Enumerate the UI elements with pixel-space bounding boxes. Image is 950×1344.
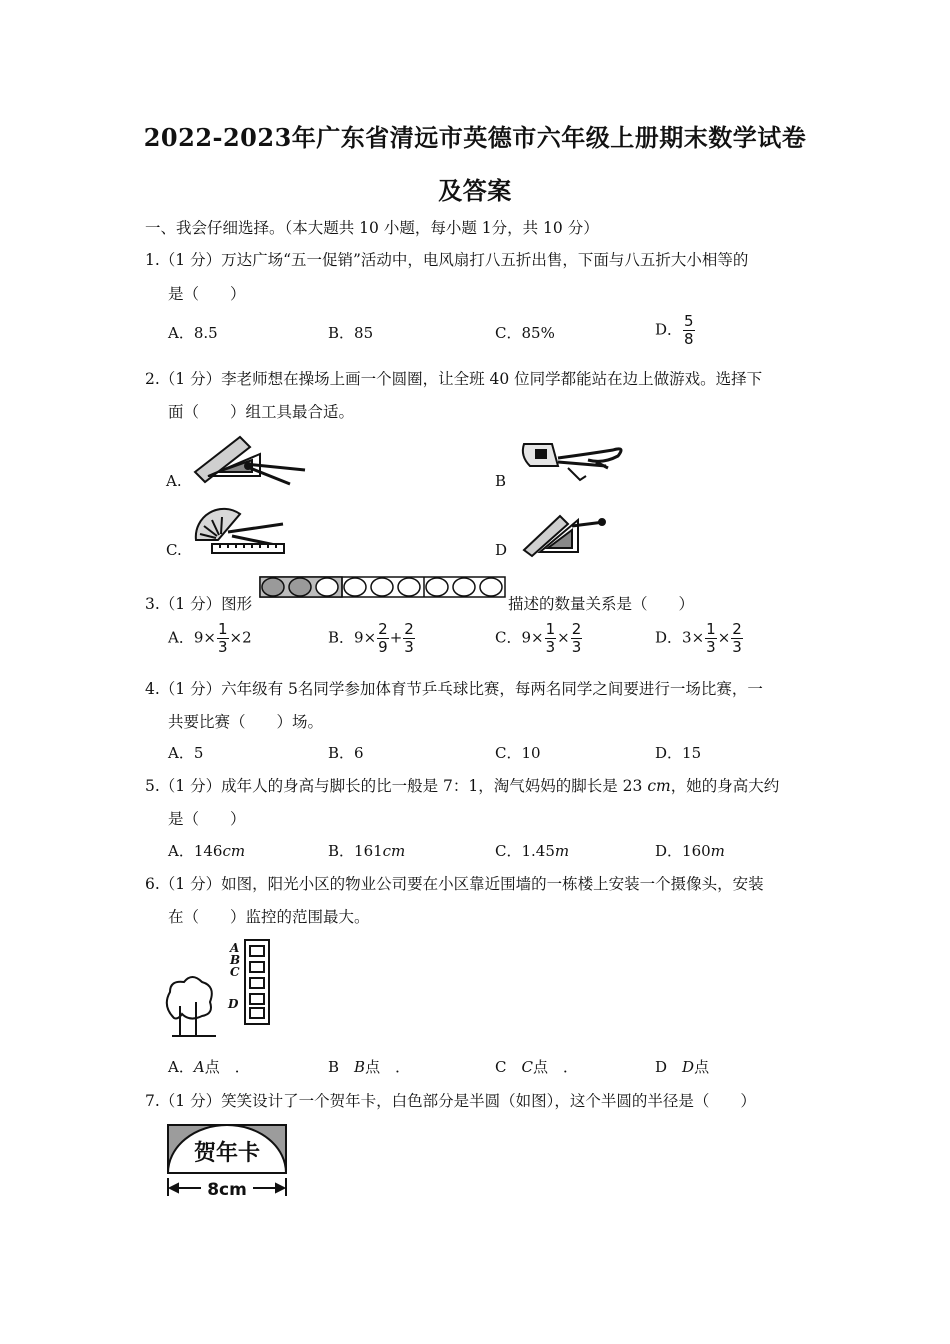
q1-option-a: A．8.5 xyxy=(168,324,218,342)
q3-option-a: A．9× $\frac{1}{3}$ ×2 xyxy=(168,620,252,656)
title-line-1: 2022-2023年广东省清远市英德市六年级上册期末数学试卷 xyxy=(143,123,807,152)
ruler-triangle-compass-image-2 xyxy=(518,508,608,558)
q2-option-b: B xyxy=(495,472,507,490)
q2-option-c: C. xyxy=(166,541,182,559)
q3-stem-suffix: 描述的数量关系是（ ） xyxy=(508,595,695,613)
section-heading: 一、我会仔细选择。（本大题共 10 小题，每小题 1分，共 10 分） xyxy=(145,219,599,237)
q1-option-d: D． $\frac{5}{8}$ xyxy=(655,312,694,348)
q2-option-d: D xyxy=(495,541,508,559)
q2-stem-line-1: 2.（1 分）李老师想在操场上画一个圆圈，让全班 40 位同学都能站在边上做游戏。选择下 xyxy=(145,370,763,388)
q3-stem-prefix: 3.（1 分）图形 xyxy=(145,595,253,613)
q5-stem-line-1: 5.（1 分）成年人的身高与脚长的比一般是 7：1，淘气妈妈的脚长是 23 cm，她的身高大约 xyxy=(145,777,780,795)
q2-option-a: A. xyxy=(166,472,182,490)
q3-option-b: B．9× $\frac{2}{9}$ + $\frac{2}{3}$ xyxy=(328,620,414,656)
q6-option-d: D D点 xyxy=(655,1058,710,1076)
q5-option-a: A．146cm xyxy=(168,842,246,860)
q5-option-b: B．161cm xyxy=(328,842,406,860)
q6-stem-line-2: 在（ ）监控的范围最大。 xyxy=(168,908,370,926)
circle-group-figure xyxy=(259,576,507,598)
q1-option-b: B．85 xyxy=(328,324,374,342)
q1-stem-line-2: 是（ ） xyxy=(168,285,246,303)
q6-option-c: C C点 ． xyxy=(495,1058,578,1076)
tape-measure-rope-image xyxy=(518,436,628,488)
q4-option-b: B．6 xyxy=(328,744,364,762)
q5-stem-line-2: 是（ ） xyxy=(168,810,246,828)
greeting-card-figure xyxy=(165,1120,290,1200)
ruler-triangle-compass-image xyxy=(190,432,310,492)
q1-stem-line-1: 1.（1 分）万达广场“五一促销”活动中，电风扇打八五折出售，下面与八五折大小相等的 xyxy=(145,251,749,269)
q4-option-d: D．15 xyxy=(655,744,702,762)
svg-text:8cm: 8cm xyxy=(207,1180,247,1200)
q1-option-c: C．85% xyxy=(495,324,555,342)
svg-text:B: B xyxy=(230,953,241,967)
svg-text:贺年卡: 贺年卡 xyxy=(193,1141,261,1166)
q4-stem-line-1: 4.（1 分）六年级有 5名同学参加体育节乒乓球比赛，每两名同学之间要进行一场比赛，一 xyxy=(145,680,763,698)
fraction: $\frac{5}{8}$ xyxy=(684,312,694,348)
q4-option-a: A．5 xyxy=(168,744,204,762)
q3-option-c: C．9× $\frac{1}{3}$ × $\frac{2}{3}$ xyxy=(495,620,582,656)
q5-option-c: C．1.45m xyxy=(495,842,570,860)
svg-text:D: D xyxy=(228,997,239,1011)
building-tree-figure xyxy=(160,936,280,1040)
q7-stem-line-1: 7.（1 分）笑笑设计了一个贺年卡，白色部分是半圆（如图），这个半圆的半径是（ ） xyxy=(145,1092,756,1110)
title-line-2: 及答案 xyxy=(438,176,512,205)
svg-text:C: C xyxy=(230,965,240,979)
q4-option-c: C．10 xyxy=(495,744,541,762)
q4-stem-line-2: 共要比赛（ ）场。 xyxy=(168,713,324,731)
q2-stem-line-2: 面（ ）组工具最合适。 xyxy=(168,403,355,421)
q6-option-a: A．A点 ． xyxy=(168,1058,250,1076)
svg-text:A: A xyxy=(230,941,240,955)
q6-option-b: B B点 ． xyxy=(328,1058,411,1076)
q6-stem-line-1: 6.（1 分）如图，阳光小区的物业公司要在小区靠近围墙的一栋楼上安装一个摄像头，安装 xyxy=(145,875,764,893)
q5-option-d: D．160m xyxy=(655,842,725,860)
q3-option-d: D．3× $\frac{1}{3}$ × $\frac{2}{3}$ xyxy=(655,620,742,656)
protractor-compass-ruler-image xyxy=(188,502,288,556)
